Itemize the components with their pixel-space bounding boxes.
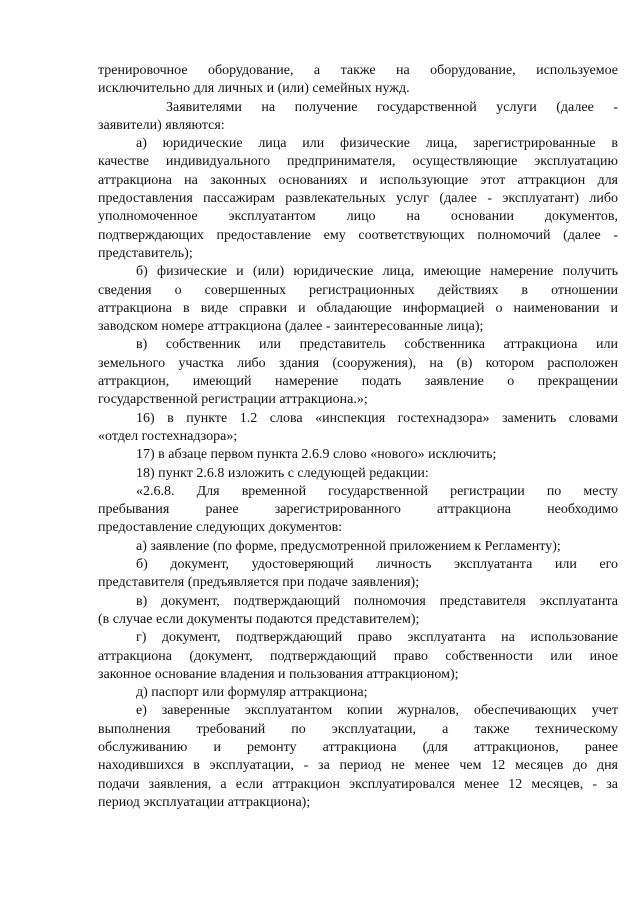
text-line: предоставления пассажирам развлекательных услуг (далее - эксплуатант) либо xyxy=(98,191,618,207)
document-page xyxy=(98,62,618,812)
text-line: пребывания ранее зарегистрированного аттракциона необходимо xyxy=(98,502,618,518)
paragraph xyxy=(98,410,618,447)
text-line: г) документ, подтверждающий право эксплуатанта на использование xyxy=(136,630,618,646)
paragraph xyxy=(98,538,618,556)
text-line: представителя (предъявляется при подаче заявления); xyxy=(98,575,420,591)
text-line: в) собственник или представитель собственника аттракциона или xyxy=(136,337,618,353)
text-line: «отдел гостехнадзора»; xyxy=(98,428,238,444)
text-line: а) заявление (по форме, предусмотренной приложением к Регламенту); xyxy=(136,538,561,554)
text-line: обслуживанию и ремонту аттракциона (для аттракционов, ранее xyxy=(98,739,618,755)
text-line: «2.6.8. Для временной государственной регистрации по месту xyxy=(136,483,618,499)
text-line: предоставление следующих документов: xyxy=(98,520,343,536)
paragraph xyxy=(98,593,618,630)
text-line: законное основание владения и пользования аттракционом); xyxy=(98,666,459,682)
text-line: выполнения требований по эксплуатации, а также техническому xyxy=(98,721,618,737)
text-line: аттракциона на законных основаниях и использующие этот аттракцион для xyxy=(98,172,618,188)
text-line: в) документ, подтверждающий полномочия представителя эксплуатанта xyxy=(136,593,618,609)
text-line: аттракциона в виде справки и обладающие информацией о наименовании и xyxy=(98,300,618,316)
paragraph xyxy=(98,556,618,593)
paragraph xyxy=(98,684,618,702)
text-line: уполномоченное эксплуатантом лицо на основании документов, xyxy=(98,209,618,225)
paragraph xyxy=(98,629,618,684)
text-line: 16) в пункте 1.2 слова «инспекция гостехнадзора» заменить словами xyxy=(136,410,618,426)
text-line: представитель); xyxy=(98,245,193,261)
text-line: 18) пункт 2.6.8 изложить с следующей редакции: xyxy=(136,465,429,481)
paragraph xyxy=(98,62,618,99)
text-line: аттракцион, имеющий намерение подать заявление о прекращении xyxy=(98,374,618,390)
text-line: (в случае если документы подаются представителем); xyxy=(98,611,420,627)
text-line: е) заверенные эксплуатантом копии журналов, обеспечивающих учет xyxy=(136,703,618,719)
text-line: подачи заявления, а если аттракцион эксплуатировался менее 12 месяцев, - за xyxy=(98,776,618,792)
text-line: заявители) являются: xyxy=(98,117,225,133)
paragraph xyxy=(98,446,618,464)
text-line: государственной регистрации аттракциона.»; xyxy=(98,392,368,408)
text-line: находившихся в эксплуатации, - за период не менее чем 12 месяцев до дня xyxy=(98,758,618,774)
text-line: подтверждающих предоставление ему соответствующих полномочий (далее - xyxy=(98,227,618,243)
paragraph xyxy=(98,263,618,336)
text-line: а) юридические лица или физические лица, зарегистрированные в xyxy=(136,136,618,152)
text-line: исключительно для личных и (или) семейных нужд. xyxy=(98,81,410,97)
paragraph xyxy=(98,336,618,409)
text-line: Заявителями на получение государственной услуги (далее - xyxy=(166,99,618,115)
text-line: сведения о совершенных регистрационных действиях в отношении xyxy=(98,282,618,298)
paragraph xyxy=(98,135,618,263)
paragraph xyxy=(98,465,618,483)
text-line: д) паспорт или формуляр аттракциона; xyxy=(136,685,368,701)
text-line: период эксплуатации аттракциона); xyxy=(98,794,311,810)
paragraph xyxy=(98,483,618,538)
text-line: аттракциона (документ, подтверждающий право собственности или иное xyxy=(98,648,618,664)
text-line: заводском номере аттракциона (далее - заинтересованные лица); xyxy=(98,319,484,335)
text-line: б) документ, удостоверяющий личность эксплуатанта или его xyxy=(136,557,618,573)
text-line: б) физические и (или) юридические лица, имеющие намерение получить xyxy=(136,264,618,280)
text-line: земельного участка либо здания (сооружения), на (в) котором расположен xyxy=(98,355,618,371)
paragraph xyxy=(98,702,618,812)
paragraph xyxy=(98,99,618,136)
text-line: качестве индивидуального предпринимателя, осуществляющие эксплуатацию xyxy=(98,154,618,170)
text-line: 17) в абзаце первом пункта 2.6.9 слово «нового» исключить; xyxy=(136,447,497,463)
text-line: тренировочное оборудование, а также на оборудование, используемое xyxy=(98,63,618,78)
